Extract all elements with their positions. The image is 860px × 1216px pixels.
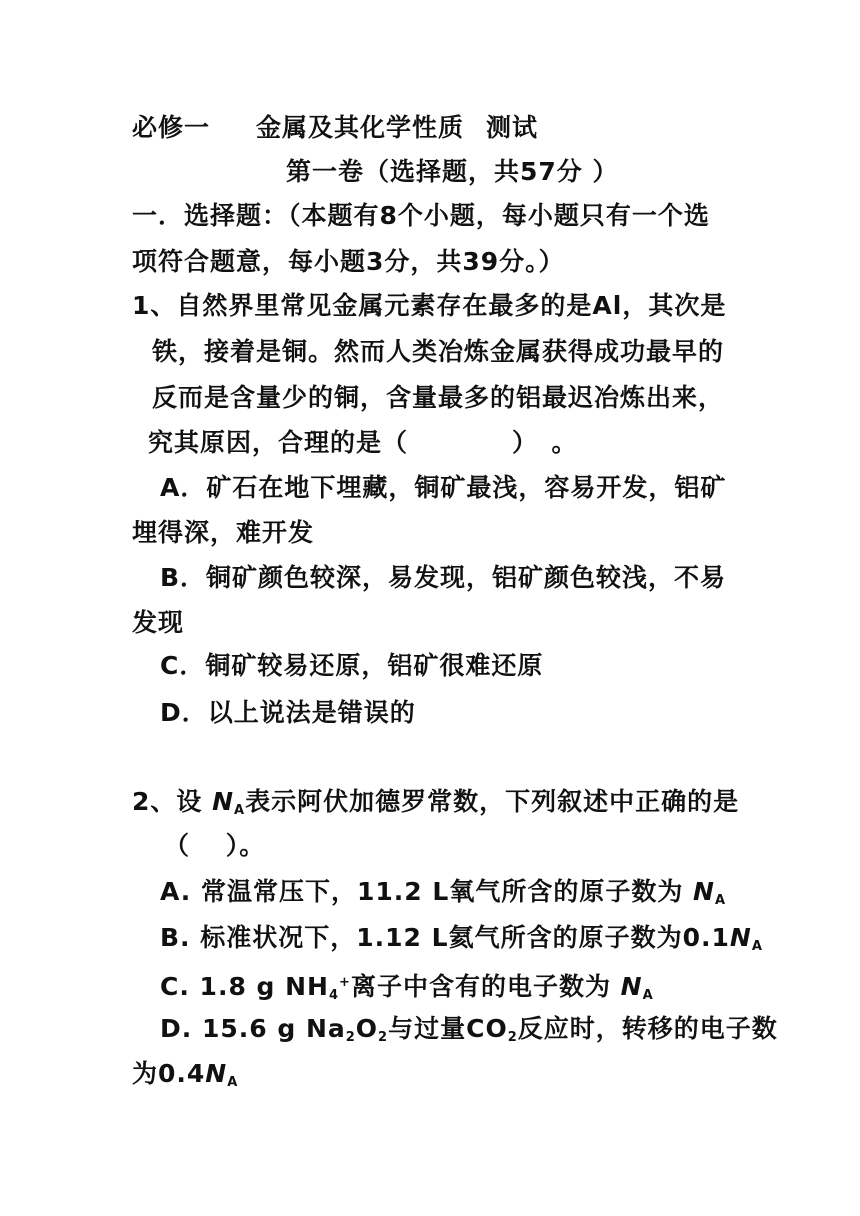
title-topic: 金属及其化学性质 — [256, 113, 465, 142]
avogadro-symbol: N — [212, 787, 235, 816]
q1-option-a-line2: 埋得深，难开发 — [132, 518, 315, 547]
title-test: 测试 — [486, 113, 539, 142]
title-course: 必修一 — [132, 113, 211, 142]
q2-stem-line2: （ ）。 — [164, 831, 266, 860]
q2-stem-line1: 2、设 $N_A$表示阿伏加德罗常数，下列叙述中正确的是 — [132, 787, 740, 818]
q2-option-c: C. 1.8 g $NH_4^+$离子中含有的电子数为 $N_A$ — [160, 972, 654, 1003]
q1-option-a-line1: A．矿石在地下埋藏，铜矿最浅，容易开发，铝矿 — [160, 473, 727, 502]
section-heading-line1: 一．选择题：（本题有8个小题，每小题只有一个选 — [132, 201, 710, 230]
q1-stem-line1: 1、自然界里常见金属元素存在最多的是Al，其次是 — [132, 291, 727, 320]
document-title — [132, 112, 538, 144]
q2-option-d-line1: D. 15.6 g $Na_2O_2$与过量$CO_2$反应时，转移的电子数 — [160, 1014, 778, 1045]
volume-title: 第一卷（选择题，共57分 ） — [286, 157, 619, 186]
q1-stem-line4: 究其原因，合理的是（ ） 。 — [148, 428, 578, 457]
q2-option-d-line2: 为$0.4N_A$ — [132, 1059, 239, 1090]
q2-option-a: A. 常温常压下，11.2 L氧气所含的原子数为 $N_A$ — [160, 877, 727, 908]
q1-stem-line3: 反而是含量少的铜，含量最多的铝最迟冶炼出来， — [152, 383, 725, 412]
q2-option-b: B. 标准状况下，1.12 L氦气所含的原子数为$0.1N_A$ — [160, 923, 763, 954]
q1-option-b-line2: 发现 — [132, 608, 185, 637]
section-heading-line2: 项符合题意，每小题3分，共39分。） — [132, 247, 565, 276]
q1-stem-line2: 铁，接着是铜。然而人类冶炼金属获得成功最早的 — [152, 337, 725, 366]
q1-option-c: C．铜矿较易还原，铝矿很难还原 — [160, 651, 544, 680]
q1-option-b-line1: B．铜矿颜色较深，易发现，铝矿颜色较浅，不易 — [160, 563, 727, 592]
q1-option-d: D．以上说法是错误的 — [160, 698, 416, 727]
